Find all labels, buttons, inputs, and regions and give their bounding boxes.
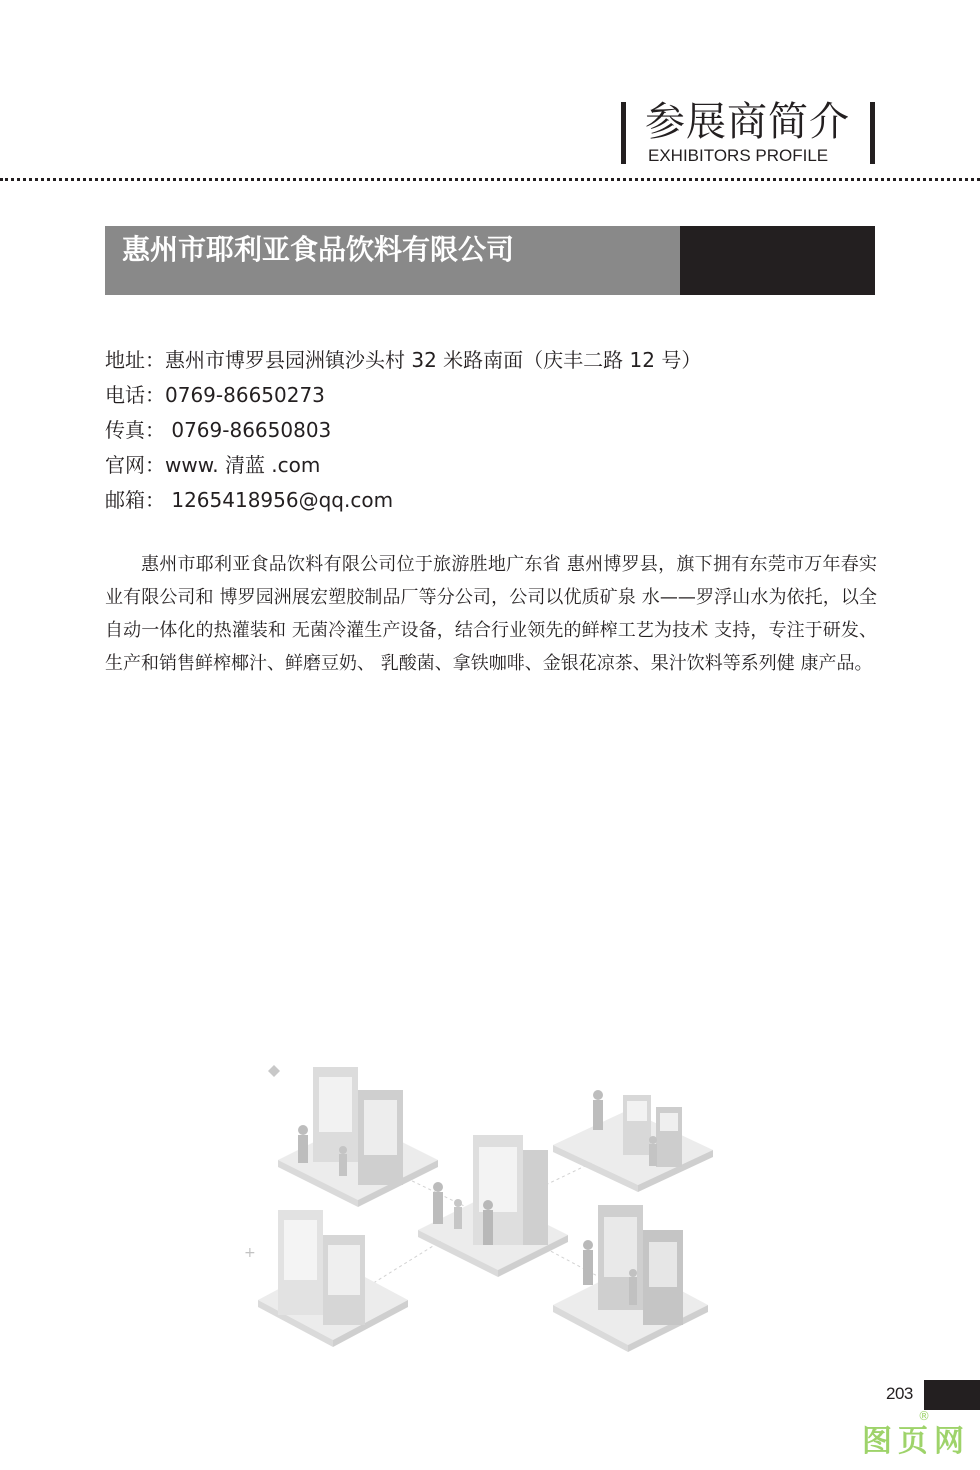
registered-mark: ® [918,1409,930,1423]
phone-line: 电话：0769-86650273 [105,383,325,407]
contact-info [105,343,905,518]
page-number-bar [924,1380,980,1410]
section-title-cn: 参展商简介 [645,99,850,145]
company-description: 惠州市耶利亚食品饮料有限公司位于旅游胜地广东省 惠州博罗县，旗下拥有东莞市万年春实业有限公司和 博罗园洲展宏塑胶制品厂等分公司，公司以优质矿泉 水——罗浮山水为依托，以全自动一体化的热灌装和 无菌冷灌生产设备，结合行业领先的鲜榨工艺为技术 支持，专注于研发、生产和销售鲜榨椰汁、鲜磨豆奶、 乳酸菌、拿铁咖啡、金银花凉茶、果汁饮料等系列健 康产品。 [105,554,877,674]
address-line: 地址：惠州市博罗县园洲镇沙头村 32 米路南面（庆丰二路 12 号） [105,348,702,372]
header-bar-left [621,102,626,164]
website-line: 官网：www. 清蓝 .com [105,453,321,477]
fax-line: 传真： 0769-86650803 [105,418,332,442]
company-band-dark [680,226,875,295]
email-line: 邮箱： 1265418956@qq.com [105,488,394,512]
page-number: 203 [886,1384,913,1403]
header-bar-right [870,102,875,164]
dotted-divider [0,178,980,181]
vending-machines-illustration-icon [238,1055,728,1360]
section-title-en: EXHIBITORS PROFILE [648,146,829,165]
company-name: 惠州市耶利亚食品饮料有限公司 [122,233,515,266]
watermark: 图页网 [862,1424,970,1459]
svg-text:+: + [244,1245,256,1261]
